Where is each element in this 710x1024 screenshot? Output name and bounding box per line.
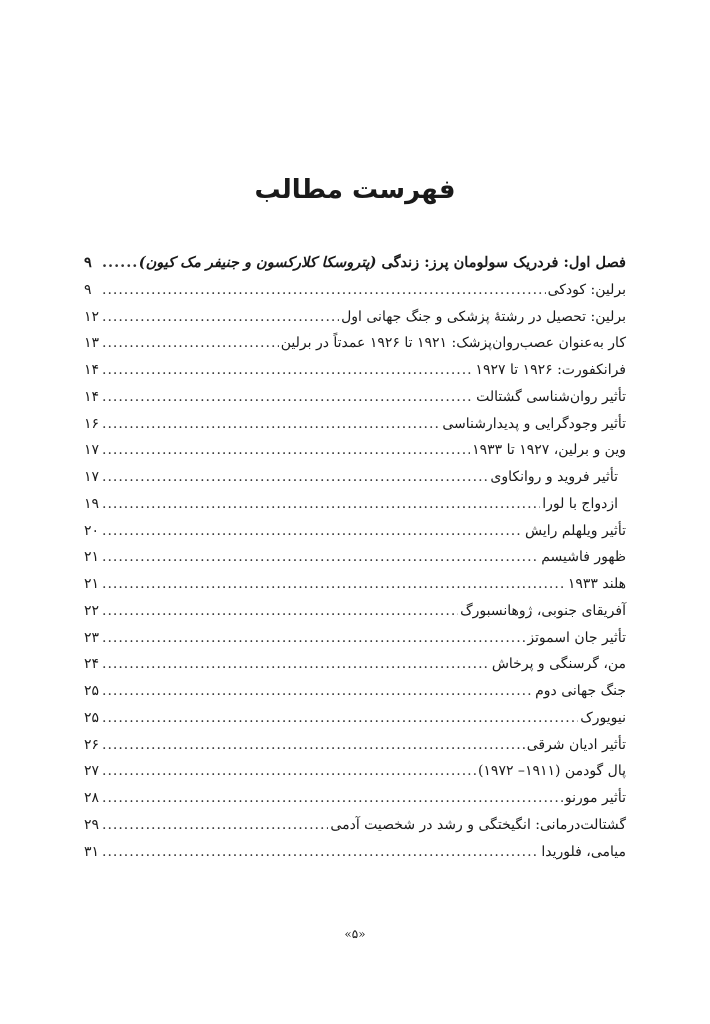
toc-entry-page-number: ۲۸ [84,790,100,806]
toc-entry-page-number: ۱۶ [84,415,100,432]
toc-entry[interactable] [84,357,626,384]
toc-entry[interactable] [84,705,626,732]
toc-entry[interactable] [84,598,626,625]
toc-entry[interactable] [84,812,626,839]
toc-entry-page-number: ۲۱ [84,576,100,592]
toc-entry-page-number: ۲۷ [84,763,100,780]
dot-leader [102,384,474,411]
toc-entry-title: تأثیر مورنو [564,790,626,806]
toc-chapter-row[interactable] [84,250,626,277]
dot-leader [102,304,339,331]
toc-entry-title: تأثیر جان اسموتز [527,629,626,646]
toc-entry-page-number: ۲۹ [84,816,100,833]
toc-entry-title: برلین: تحصیل در رشتهٔ پزشکی و جنگ جهانی اول [341,308,626,325]
toc-entry[interactable] [84,678,626,705]
dot-leader [102,598,458,625]
toc-entry-title: تأثیر روان‌شناسی گشتالت [476,388,626,405]
toc-entry-page-number: ۱۲ [84,308,100,325]
toc-entry-page-number: ۲۵ [84,683,100,699]
toc-entry-title: فرانکفورت: ۱۹۲۶ تا ۱۹۲۷ [475,362,626,378]
chapter-page-number: ۹ [84,254,92,271]
toc-entry-title: من، گرسنگی و پرخاش [491,656,626,673]
chapter-heading [139,250,626,277]
toc-entry-title: ظهور فاشیسم [541,549,626,566]
toc-entry-title: تأثیر فروید و روانکاوی [490,469,618,485]
toc-entry-title: تأثیر ادیان شرقی [526,736,626,753]
dot-leader [102,705,578,732]
toc-entry[interactable] [84,758,626,785]
toc-entry-page-number: ۱۷ [84,469,100,485]
dot-leader [102,277,546,304]
toc-entry-page-number: ۲۰ [84,522,100,539]
toc-entry-title: پال گودمن (۱۹۱۱– ۱۹۷۲) [477,763,626,780]
toc-entry[interactable] [84,277,626,304]
toc-entry[interactable] [84,544,626,571]
dot-leader [102,785,563,812]
dot-leader [102,732,525,759]
toc-entry[interactable] [84,839,626,866]
dot-leader [102,464,488,491]
chapter-title: فصل اول: فردریک سولومان پرز: زندگی [376,254,626,271]
dot-leader [102,491,540,518]
dot-leader [102,812,328,839]
toc-entry[interactable] [84,491,626,518]
toc-entry-page-number: ۲۴ [84,656,100,673]
dot-leader [102,571,566,598]
dot-leader [102,518,523,545]
page-title: فهرست مطالب [254,175,456,205]
toc-entry-title: گشتالت‌درمانی: انگیختگی و رشد در شخصیت آدمی [330,816,626,833]
toc-entry[interactable] [84,330,626,357]
toc-entry-page-number: ۹ [84,281,92,298]
dot-leader [102,250,137,277]
table-of-contents [84,250,626,865]
dot-leader [102,839,539,866]
toc-entry-title: هلند ۱۹۳۳ [567,576,626,592]
toc-entry[interactable] [84,732,626,759]
toc-entry-page-number: ۲۳ [84,629,100,646]
toc-entry-title: وین و برلین، ۱۹۲۷ تا ۱۹۳۳ [472,442,626,459]
toc-entry-title: نیویورک [580,709,626,726]
dot-leader [102,411,440,438]
toc-entry[interactable] [84,625,626,652]
dot-leader [102,357,473,384]
dot-leader [102,625,525,652]
chapter-authors: (پتروسکا کلارکسون و جنیفر مک کیون) [138,254,377,271]
toc-entry[interactable] [84,464,626,491]
page-number-footer: «۵» [344,927,366,941]
toc-entry-title: جنگ جهانی دوم [535,683,626,699]
toc-entry-page-number: ۱۹ [84,495,100,512]
toc-entry[interactable] [84,651,626,678]
toc-entry-title: تأثیر ویلهلم رایش [524,522,626,539]
toc-entry-title: کار به‌عنوان عصب‌روان‌پزشک: ۱۹۲۱ تا ۱۹۲۶ عمدتاً در برلین [280,335,626,352]
dot-leader [102,678,533,705]
toc-entry-title: آفریقای جنوبی، ژوهانسبورگ [460,602,626,619]
toc-entry[interactable] [84,304,626,331]
dot-leader [102,758,476,785]
toc-entries [84,277,626,866]
toc-entry[interactable] [84,384,626,411]
dot-leader [102,330,279,357]
toc-entry[interactable] [84,518,626,545]
toc-entry-title: تأثیر وجودگرایی و پدیدارشناسی [442,415,626,432]
toc-entry[interactable] [84,571,626,598]
toc-entry-title: برلین: کودکی [547,281,626,298]
toc-entry-page-number: ۲۵ [84,709,100,726]
toc-entry[interactable] [84,411,626,438]
toc-entry-page-number: ۱۴ [84,362,100,378]
toc-entry[interactable] [84,785,626,812]
toc-entry[interactable] [84,437,626,464]
toc-entry-page-number: ۱۷ [84,442,100,459]
toc-entry-page-number: ۱۴ [84,388,100,405]
toc-entry-page-number: ۲۲ [84,602,100,619]
toc-entry-page-number: ۲۶ [84,736,100,753]
toc-entry-title: ازدواج با لورا [542,495,618,512]
dot-leader [102,437,470,464]
dot-leader [102,544,539,571]
toc-entry-page-number: ۱۳ [84,335,100,352]
dot-leader [102,651,490,678]
toc-entry-page-number: ۳۱ [84,843,100,860]
toc-entry-title: میامی، فلوریدا [541,843,626,860]
toc-entry-page-number: ۲۱ [84,549,100,566]
